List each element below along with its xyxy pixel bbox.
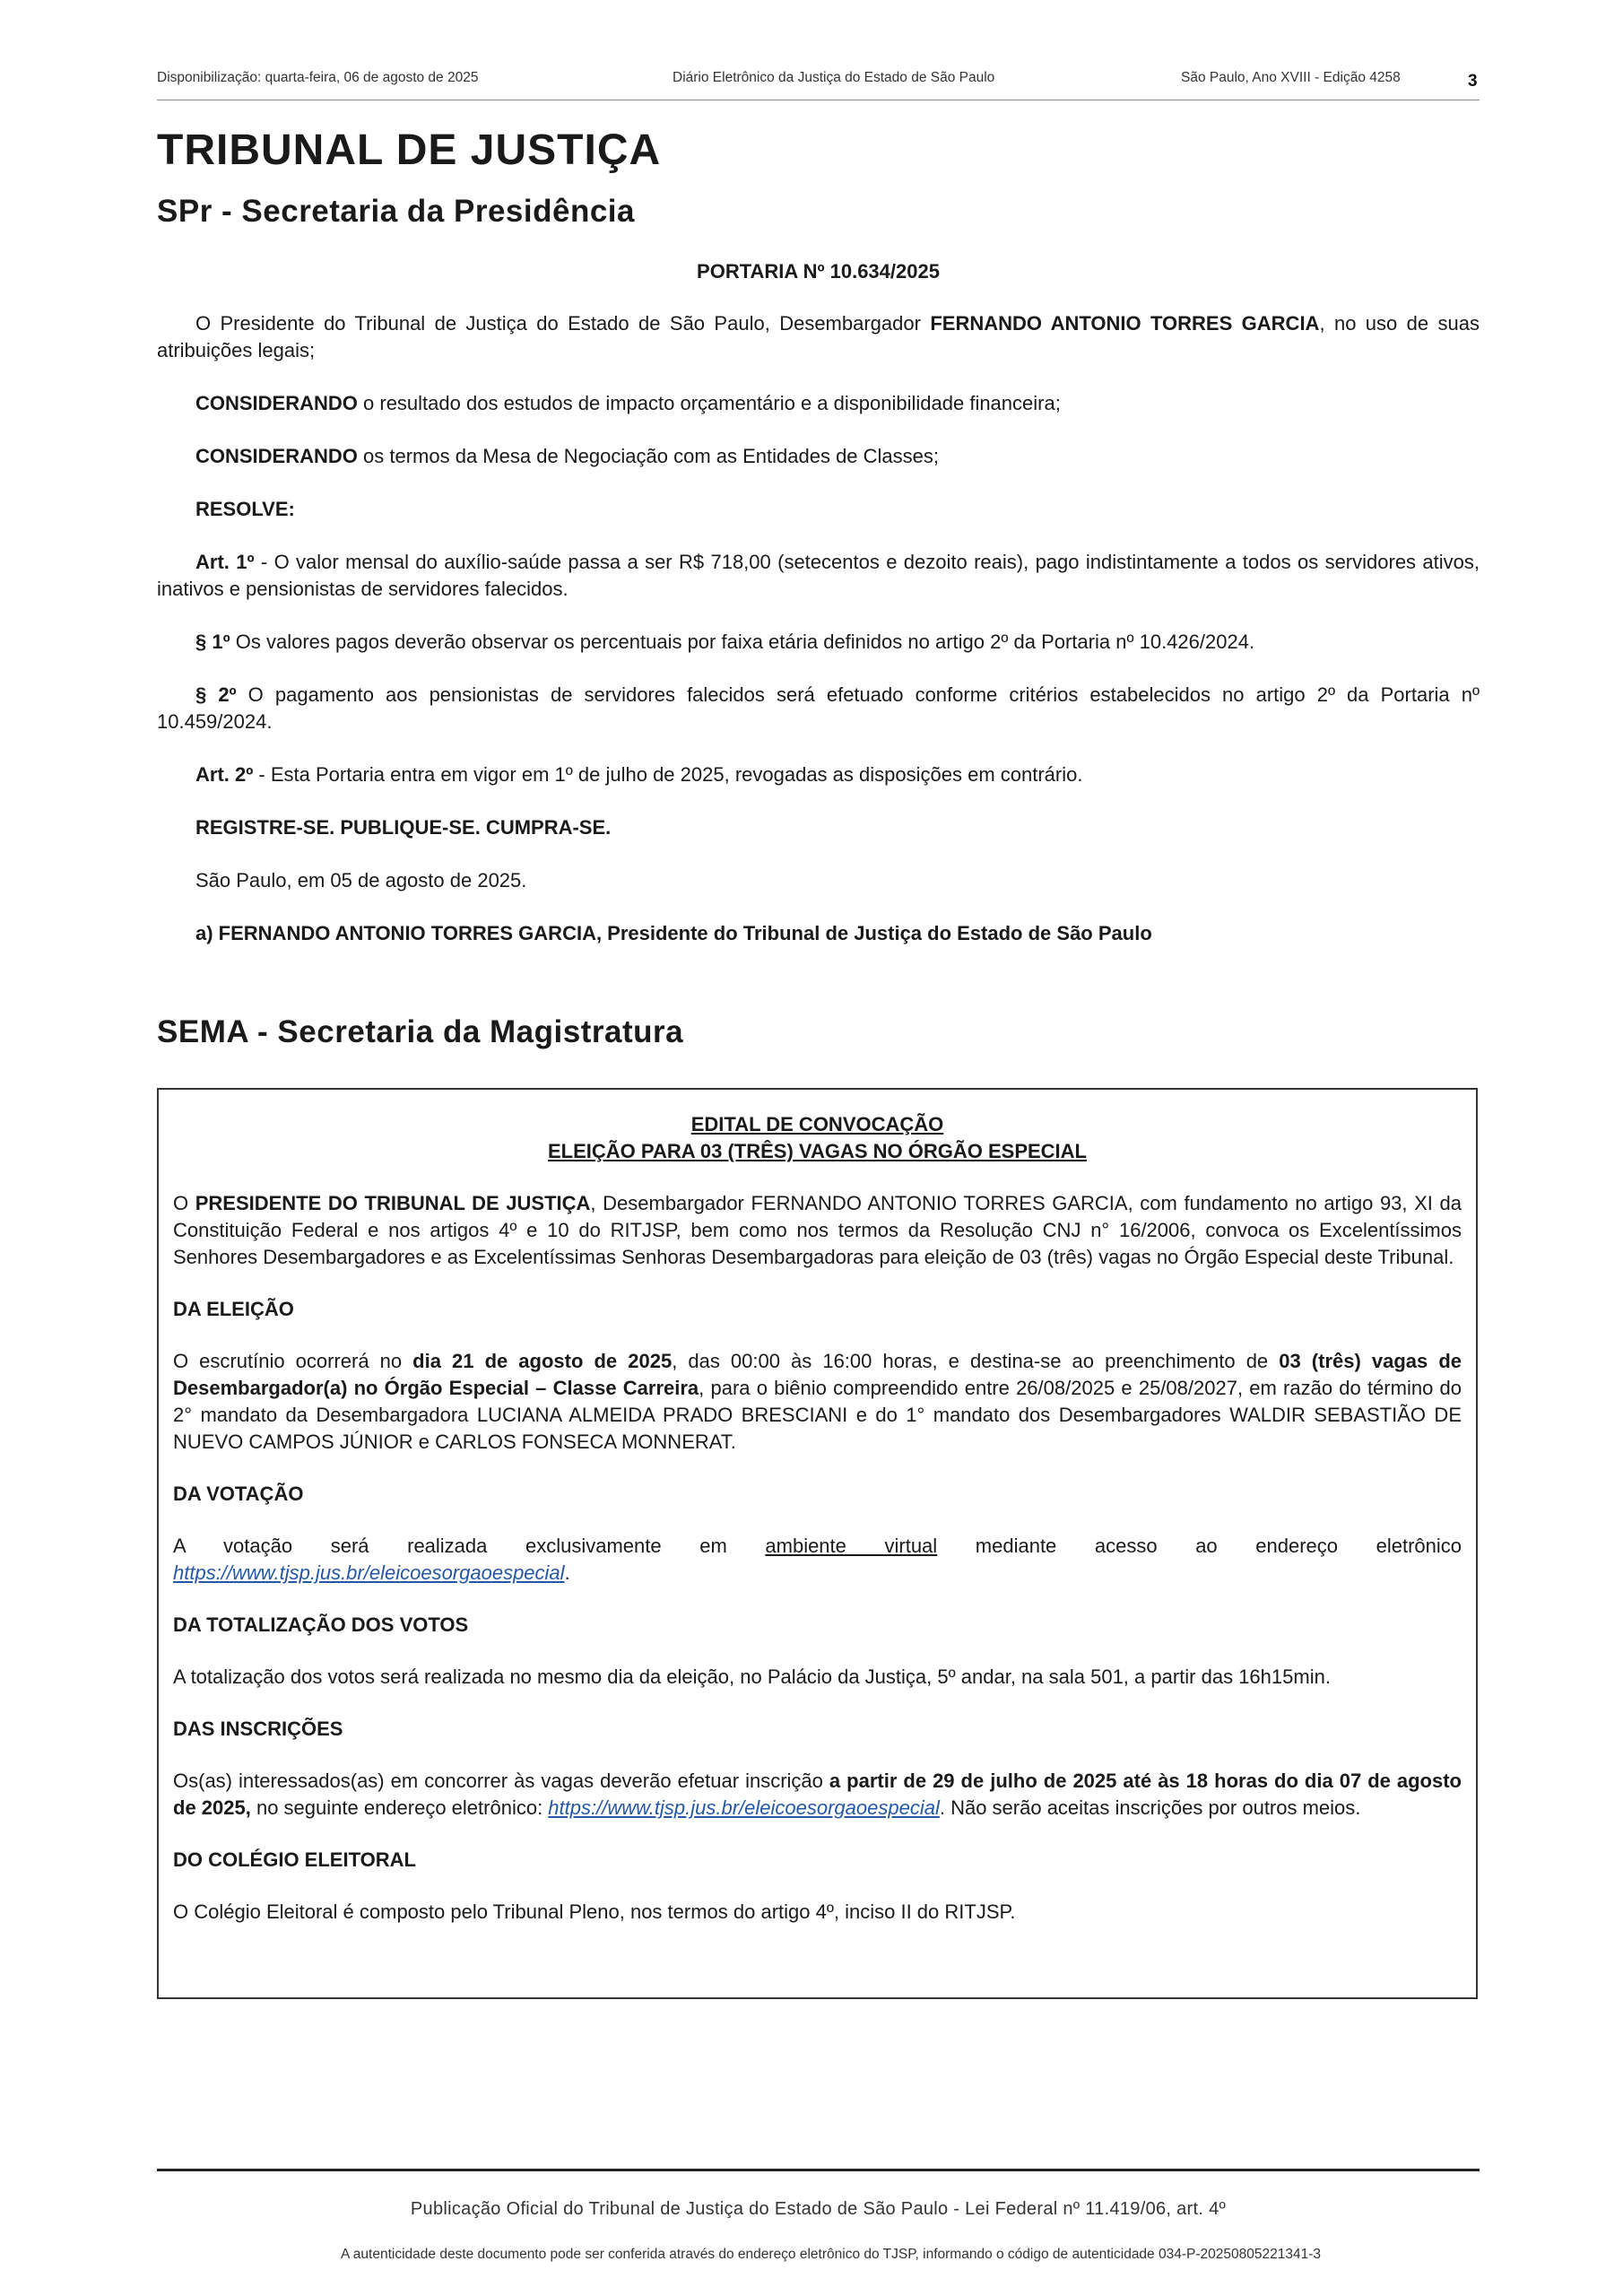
journal-name: Diário Eletrônico da Justiça do Estado de São Paulo [673, 70, 995, 85]
colegio-heading: DO COLÉGIO ELEITORAL [173, 1848, 416, 1871]
considerando-2: CONSIDERANDO os termos da Mesa de Negociação com as Entidades de Classes; [195, 445, 940, 467]
edition-info: São Paulo, Ano XVIII - Edição 4258 [1181, 70, 1401, 85]
eleicao-text: O escrutínio ocorrerá no dia 21 de agosto de 2025, das 00:00 às 16:00 horas, e destina-se ao preenchimento de 03 (três) vagas de Desembargador(a) no Órgão Especial – Classe Carreira, para o biênio compreendido entre 26/08/2025 e 25/08/2027, em razão do término do 2° mandato da Desembargadora LUCIANA ALMEIDA PRADO BRESCIANI e do 1° mandato dos Desembargadores WALDIR SEBASTIÃO DE NUEVO CAMPOS JÚNIOR e CARLOS FONSECA MONNERAT. [173, 1350, 1462, 1453]
votacao-heading: DA VOTAÇÃO [173, 1483, 304, 1505]
paragraph-1: § 1º Os valores pagos deverão observar os percentuais por faixa etária definidos no artigo 2º da Portaria nº 10.426/2024. [195, 631, 1255, 653]
eleicao-heading: DA ELEIÇÃO [173, 1298, 294, 1320]
page-title: TRIBUNAL DE JUSTIÇA [157, 126, 662, 174]
inscricoes-text: Os(as) interessados(as) em concorrer às vagas deverão efetuar inscrição a partir de 29 de julho de 2025 até às 18 horas do dia 07 de agosto de 2025, no seguinte endereço eletrônico: https://www.tjsp.jus.br/eleicoesorgaoespecial. Não serão aceitas inscrições por outros meios. [173, 1770, 1462, 1819]
article-2: Art. 2º - Esta Portaria entra em vigor em 1º de julho de 2025, revogadas as disposições em contrário. [195, 763, 1083, 786]
totalizacao-heading: DA TOTALIZAÇÃO DOS VOTOS [173, 1613, 469, 1636]
edital-box [157, 1088, 1478, 1999]
availability-date: Disponibilização: quarta-feira, 06 de agosto de 2025 [157, 70, 479, 85]
portaria-body [157, 258, 1480, 973]
paragraph-2: § 2º O pagamento aos pensionistas de servidores falecidos será efetuado conforme critérios estabelecidos no artigo 2º da Portaria nº 10.459/2024. [157, 683, 1480, 733]
footer-authenticity: A autenticidade deste documento pode ser conferida através do endereço eletrônico do TJSP, informando o código de autenticidade 034-P-20250805221341-3 [341, 2247, 1321, 2262]
resolve-label: RESOLVE: [195, 498, 295, 520]
article-1: Art. 1º - O valor mensal do auxílio-saúde passa a ser R$ 718,00 (setecentos e dezoito reais), pago indistintamente a todos os servidores ativos, inativos e pensionistas de servidores falecidos. [157, 551, 1480, 600]
edital-title [173, 1111, 1462, 1165]
edital-intro: O PRESIDENTE DO TRIBUNAL DE JUSTIÇA, Desembargador FERNANDO ANTONIO TORRES GARCIA, com fundamento no artigo 93, XI da Constituição Federal e nos artigos 4º e 10 do RITJSP, bem como nos termos da Resolução CNJ n° 16/2006, convoca os Excelentíssimos Senhores Desembargadores e as Excelentíssimas Senhoras Desembargadoras para eleição de 03 (três) vagas no Órgão Especial deste Tribunal. [173, 1192, 1462, 1268]
totalizacao-text: A totalização dos votos será realizada no mesmo dia da eleição, no Palácio da Justiça, 5º andar, na sala 501, a partir das 16h15min. [173, 1665, 1331, 1688]
page-number: 3 [1468, 72, 1478, 91]
portaria-intro: O Presidente do Tribunal de Justiça do Estado de São Paulo, Desembargador FERNANDO ANTONIO TORRES GARCIA, no uso de suas atribuições legais; [157, 312, 1480, 361]
footer-publication: Publicação Oficial do Tribunal de Justiça do Estado de São Paulo - Lei Federal nº 11.419/06, art. 4º [410, 2199, 1227, 2219]
footer-divider [157, 2169, 1480, 2171]
edital-title-line2: ELEIÇÃO PARA 03 (TRÊS) VAGAS NO ÓRGÃO ESPECIAL [548, 1140, 1087, 1162]
date-line: São Paulo, em 05 de agosto de 2025. [195, 869, 527, 891]
page-header [157, 70, 1480, 97]
inscricoes-heading: DAS INSCRIÇÕES [173, 1718, 343, 1740]
votacao-text: A votação será realizada exclusivamente em ambiente virtual mediante acesso ao endereço eletrônico https://www.tjsp.jus.br/eleicoesorgaoespecial. [173, 1535, 1462, 1584]
edital-title-line1: EDITAL DE CONVOCAÇÃO [690, 1113, 944, 1135]
portaria-title: PORTARIA Nº 10.634/2025 [697, 260, 940, 283]
inscricoes-link[interactable]: https://www.tjsp.jus.br/eleicoesorgaoespecial [548, 1796, 940, 1819]
section-heading-magistratura: SEMA - Secretaria da Magistratura [157, 1014, 684, 1049]
votacao-link[interactable]: https://www.tjsp.jus.br/eleicoesorgaoespecial [173, 1561, 565, 1584]
section-heading-presidencia: SPr - Secretaria da Presidência [157, 194, 635, 229]
considerando-1: CONSIDERANDO o resultado dos estudos de impacto orçamentário e a disponibilidade financeira; [195, 392, 1061, 414]
colegio-text: O Colégio Eleitoral é composto pelo Tribunal Pleno, nos termos do artigo 4º, inciso II do RITJSP. [173, 1900, 1016, 1923]
registre-line: REGISTRE-SE. PUBLIQUE-SE. CUMPRA-SE. [195, 816, 612, 839]
signature-line: a) FERNANDO ANTONIO TORRES GARCIA, Presidente do Tribunal de Justiça do Estado de São Paulo [195, 922, 1152, 944]
